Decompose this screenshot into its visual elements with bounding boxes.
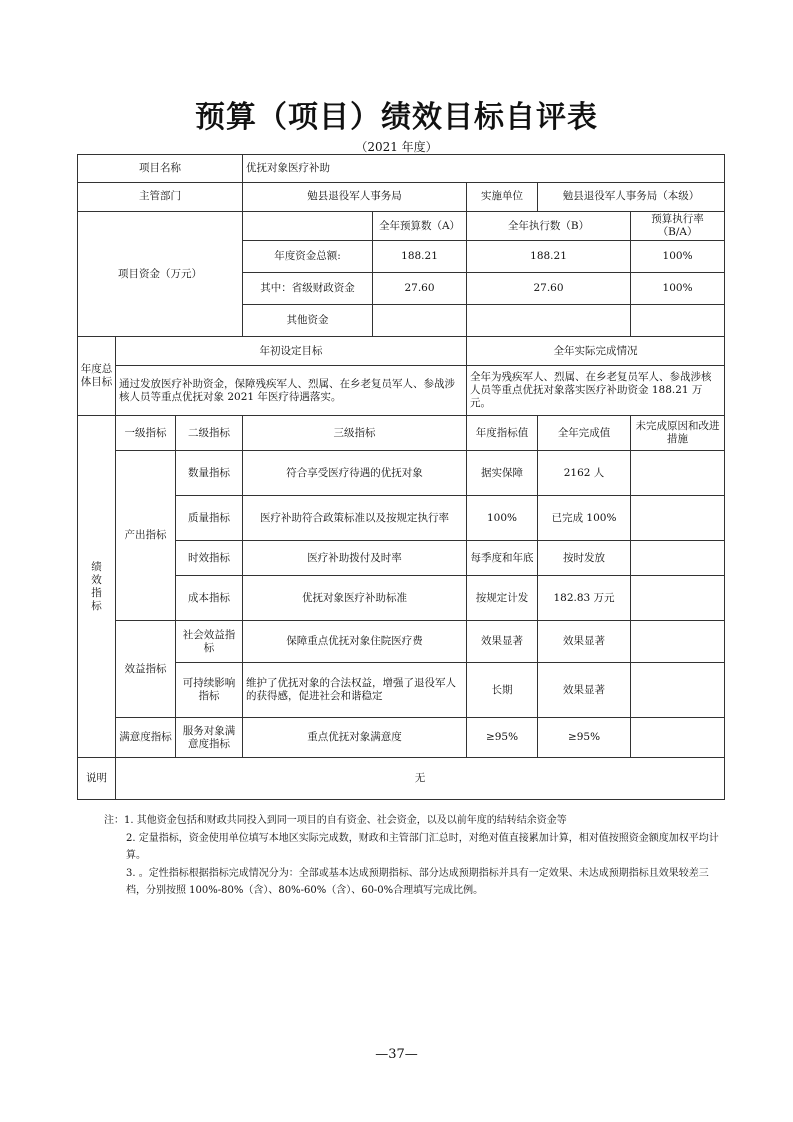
row-goals-header (78, 337, 725, 366)
col-rate-header: 预算执行率（B/A） (631, 212, 725, 241)
actual-cell: 效果显著 (538, 663, 631, 718)
table-row (78, 718, 725, 758)
footnote-1: 注：1. 其他资金包括和财政共同投入到同一项目的自有资金、社会资金，以及以前年度的结转结余资金等 (104, 815, 567, 826)
level3-header: 三级指标 (243, 416, 467, 451)
footnotes (104, 812, 724, 900)
level2-cell: 服务对象满意度指标 (176, 718, 243, 758)
level3-cell: 医疗补助符合政策标准以及按规定执行率 (243, 496, 467, 541)
target-cell: 100% (467, 496, 538, 541)
level2-cell: 社会效益指标 (176, 621, 243, 663)
performance-indicator-text: 绩效指标 (91, 560, 102, 612)
funds-blank-header (243, 212, 373, 241)
project-name-label: 项目名称 (78, 155, 243, 183)
group-satisfaction: 满意度指标 (116, 718, 176, 758)
funds-row-exec: 27.60 (467, 273, 631, 305)
row-funds-header (78, 212, 725, 241)
actual-header: 全年完成值 (538, 416, 631, 451)
actual-cell: 效果显著 (538, 621, 631, 663)
actual-cell: ≥95% (538, 718, 631, 758)
reason-cell (631, 718, 725, 758)
reason-cell (631, 621, 725, 663)
level2-cell: 成本指标 (176, 576, 243, 621)
col-budget-header: 全年预算数（A） (373, 212, 467, 241)
actual-cell: 2162 人 (538, 451, 631, 496)
reason-header: 未完成原因和改进措施 (631, 416, 725, 451)
year-subtitle: （2021 年度） (355, 140, 438, 154)
footnote-2: 2. 定量指标，资金使用单位填写本地区实际完成数，财政和主管部门汇总时，对绝对值直接累加计算，相对值按照资金额度加权平均计算。 (126, 832, 719, 861)
reason-cell (631, 663, 725, 718)
reason-cell (631, 496, 725, 541)
level2-cell: 数量指标 (176, 451, 243, 496)
funds-row-budget (373, 305, 467, 337)
funds-row-rate: 100% (631, 273, 725, 305)
target-cell: ≥95% (467, 718, 538, 758)
level2-cell: 可持续影响指标 (176, 663, 243, 718)
table-row (78, 576, 725, 621)
target-cell: 据实保障 (467, 451, 538, 496)
level2-cell: 质量指标 (176, 496, 243, 541)
dept-label: 主管部门 (78, 183, 243, 212)
row-goals-content (78, 366, 725, 416)
remark-value: 无 (116, 758, 725, 800)
table-row (78, 496, 725, 541)
funds-label: 项目资金（万元） (78, 212, 243, 337)
target-cell: 长期 (467, 663, 538, 718)
initial-goal-header: 年初设定目标 (116, 337, 467, 366)
performance-indicator-label (78, 416, 116, 758)
row-project-name (78, 155, 725, 183)
unit-label: 实施单位 (467, 183, 538, 212)
footnote-3: 3. 。定性指标根据指标完成情况分为：全部或基本达成预期指标、部分达成预期指标并具有一定效果、未达成预期指标且效果较差三档，分别按照 100%-80%（含）、80%-60%（含）、60-0%合理填写完成比例。 (126, 867, 709, 896)
funds-row-label: 其中：省级财政资金 (243, 273, 373, 305)
row-department (78, 183, 725, 212)
dept-value: 勉县退役军人事务局 (243, 183, 467, 212)
level3-cell: 保障重点优抚对象住院医疗费 (243, 621, 467, 663)
funds-row-label: 其他资金 (243, 305, 373, 337)
funds-row-label: 年度资金总额: (243, 241, 373, 273)
table-row (78, 663, 725, 718)
level2-cell: 时效指标 (176, 541, 243, 576)
funds-row-exec (467, 305, 631, 337)
level3-cell: 符合享受医疗待遇的优抚对象 (243, 451, 467, 496)
level3-cell: 优抚对象医疗补助标准 (243, 576, 467, 621)
actual-goal-text: 全年为残疾军人、烈属、在乡老复员军人、参战涉核人员等重点优抚对象落实医疗补助资金 188.21 万元。 (467, 366, 725, 416)
table-row (78, 541, 725, 576)
level3-cell: 维护了优抚对象的合法权益，增强了退役军人的获得感，促进社会和谐稳定 (243, 663, 467, 718)
row-indicator-header (78, 416, 725, 451)
actual-goal-header: 全年实际完成情况 (467, 337, 725, 366)
level3-cell: 重点优抚对象满意度 (243, 718, 467, 758)
col-exec-header: 全年执行数（B） (467, 212, 631, 241)
funds-row-budget: 27.60 (373, 273, 467, 305)
target-cell: 每季度和年底 (467, 541, 538, 576)
reason-cell (631, 541, 725, 576)
target-cell: 效果显著 (467, 621, 538, 663)
funds-row-budget: 188.21 (373, 241, 467, 273)
funds-row-rate (631, 305, 725, 337)
reason-cell (631, 451, 725, 496)
target-header: 年度指标值 (467, 416, 538, 451)
group-benefit: 效益指标 (116, 621, 176, 718)
page-title: 预算（项目）绩效目标自评表 (195, 100, 598, 135)
actual-cell: 182.83 万元 (538, 576, 631, 621)
target-cell: 按规定计发 (467, 576, 538, 621)
funds-row-rate: 100% (631, 241, 725, 273)
annual-goal-label: 年度总体目标 (78, 337, 116, 416)
level3-cell: 医疗补助拨付及时率 (243, 541, 467, 576)
initial-goal-text: 通过发放医疗补助资金，保障残疾军人、烈属、在乡老复员军人、参战涉核人员等重点优抚对象 2021 年医疗待遇落实。 (116, 366, 467, 416)
remark-label: 说明 (78, 758, 116, 800)
group-output: 产出指标 (116, 451, 176, 621)
evaluation-table (77, 154, 725, 800)
actual-cell: 已完成 100% (538, 496, 631, 541)
table-row (78, 621, 725, 663)
project-name-value: 优抚对象医疗补助 (243, 155, 725, 183)
level1-header: 一级指标 (116, 416, 176, 451)
unit-value: 勉县退役军人事务局（本级） (538, 183, 725, 212)
level2-header: 二级指标 (176, 416, 243, 451)
table-row (78, 451, 725, 496)
row-remark (78, 758, 725, 800)
funds-row-exec: 188.21 (467, 241, 631, 273)
reason-cell (631, 576, 725, 621)
page-number: —37— (375, 1047, 418, 1062)
actual-cell: 按时发放 (538, 541, 631, 576)
